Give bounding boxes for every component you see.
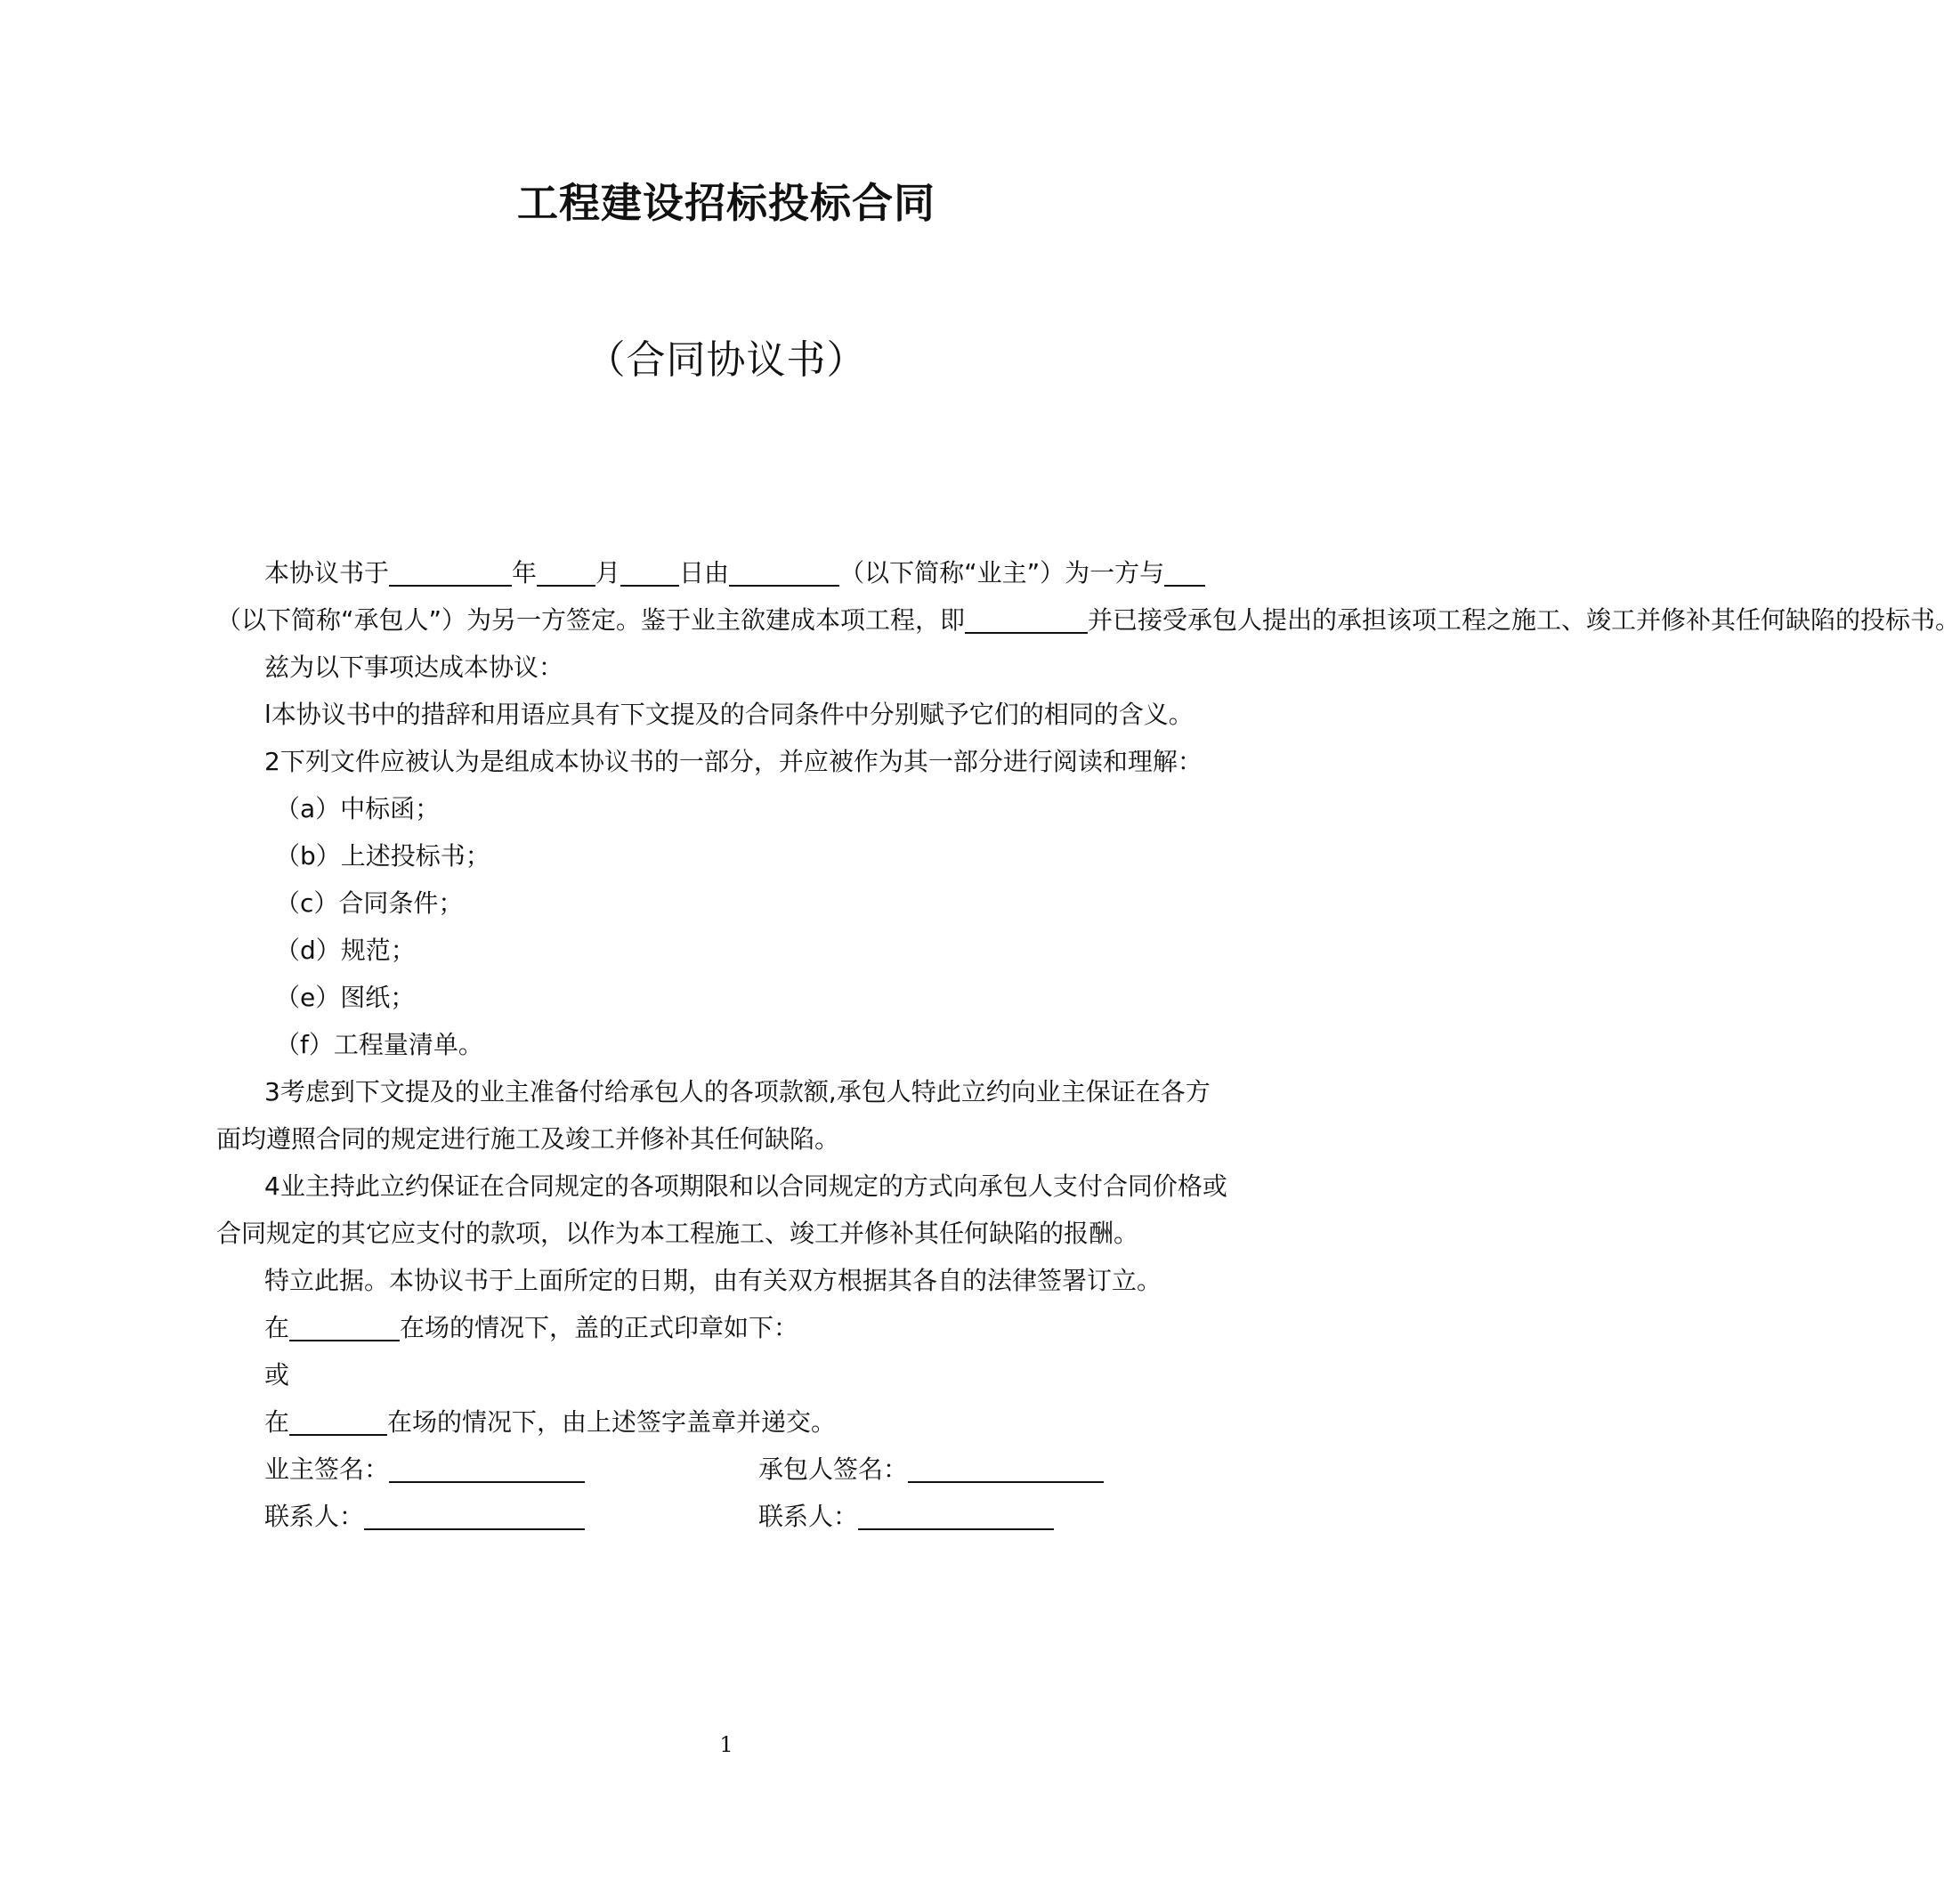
presence-line-1 xyxy=(216,1304,1231,1351)
agreement-intro: 兹为以下事项达成本协议： xyxy=(264,652,564,682)
contractor-contact-blank xyxy=(858,1502,1054,1530)
contractor-name-blank xyxy=(1164,558,1205,587)
intro-line-2 xyxy=(216,596,1960,644)
witness-1-blank xyxy=(289,1313,400,1341)
presence-line-2 xyxy=(216,1398,1231,1446)
owner-signature xyxy=(264,1446,585,1493)
witness-statement: 特立此据。本协议书于上面所定的日期，由有关双方根据其各自的法律签署订立。 xyxy=(264,1266,1162,1295)
page-number: 1 xyxy=(719,1732,733,1757)
contractor-contact-label: 联系人： xyxy=(758,1502,859,1531)
date-year-blank xyxy=(389,558,512,587)
presence-2-text-a: 在 xyxy=(264,1407,290,1437)
presence-2-text-b: 在场的情况下，由上述签字盖章并递交。 xyxy=(387,1407,837,1437)
intro-text-f: （以下简称“承包人”）为另一方签定。鉴于业主欲建成本项工程，即 xyxy=(216,605,966,635)
contractor-signature-blank xyxy=(908,1455,1104,1483)
owner-signature-label: 业主签名： xyxy=(264,1455,390,1484)
document-subtitle: （合同协议书） xyxy=(586,337,867,383)
document-title: 工程建设招标投标合同 xyxy=(517,179,935,227)
intro-text-b: 年 xyxy=(512,558,538,588)
clause-2: 2下列文件应被认为是组成本协议书的一部分，并应被作为其一部分进行阅读和理解： xyxy=(264,747,1203,776)
presence-1-text-b: 在场的情况下，盖的正式印章如下： xyxy=(400,1313,799,1342)
project-name-blank xyxy=(965,605,1088,634)
or-line: 或 xyxy=(264,1360,290,1390)
date-day-blank xyxy=(620,558,679,587)
owner-contact-label: 联系人： xyxy=(264,1502,365,1531)
contact-row xyxy=(216,1493,1231,1540)
intro-line-1 xyxy=(216,549,1231,596)
clause-4: 4业主持此立约保证在合同规定的各项期限和以合同规定的方式向承包人支付合同价格或合同规定的其它应支付的款项，以作为本工程施工、竣工并修补其任何缺陷的报酬。 xyxy=(216,1171,1227,1248)
owner-name-blank xyxy=(729,558,839,587)
owner-contact-blank xyxy=(364,1502,585,1530)
contractor-contact xyxy=(758,1493,1054,1540)
contractor-signature-label: 承包人签名： xyxy=(758,1455,909,1484)
intro-text-e: （以下简称“业主”）为一方与 xyxy=(839,558,1165,588)
list-item: （e）图纸； xyxy=(275,983,416,1012)
owner-signature-blank xyxy=(389,1455,585,1483)
document-body xyxy=(216,549,1960,1540)
owner-contact xyxy=(264,1493,585,1540)
presence-1-text-a: 在 xyxy=(264,1313,290,1342)
list-item: （b）上述投标书； xyxy=(275,841,490,871)
list-item: （a）中标函； xyxy=(275,794,441,823)
intro-text-c: 月 xyxy=(595,558,621,588)
contractor-signature xyxy=(758,1446,1104,1493)
list-item: （c）合同条件； xyxy=(275,888,464,918)
list-item: （f）工程量清单。 xyxy=(275,1030,483,1059)
intro-text-g: 并已接受承包人提出的承担该项工程之施工、竣工并修补其任何缺陷的投标书。 xyxy=(1088,605,1960,635)
clause-1: l本协议书中的措辞和用语应具有下文提及的合同条件中分别赋予它们的相同的含义。 xyxy=(264,700,1194,729)
list-item: （d）规范； xyxy=(275,936,416,965)
intro-text-a: 本协议书于 xyxy=(264,558,390,588)
clause-3: 3考虑到下文提及的业主准备付给承包人的各项款额,承包人特此立约向业主保证在各方面均遵照合同的规定进行施工及竣工并修补其任何缺陷。 xyxy=(216,1077,1211,1154)
witness-2-blank xyxy=(289,1407,387,1436)
intro-text-d: 日由 xyxy=(679,558,730,588)
date-month-blank xyxy=(537,558,595,587)
signature-row xyxy=(216,1446,1231,1493)
